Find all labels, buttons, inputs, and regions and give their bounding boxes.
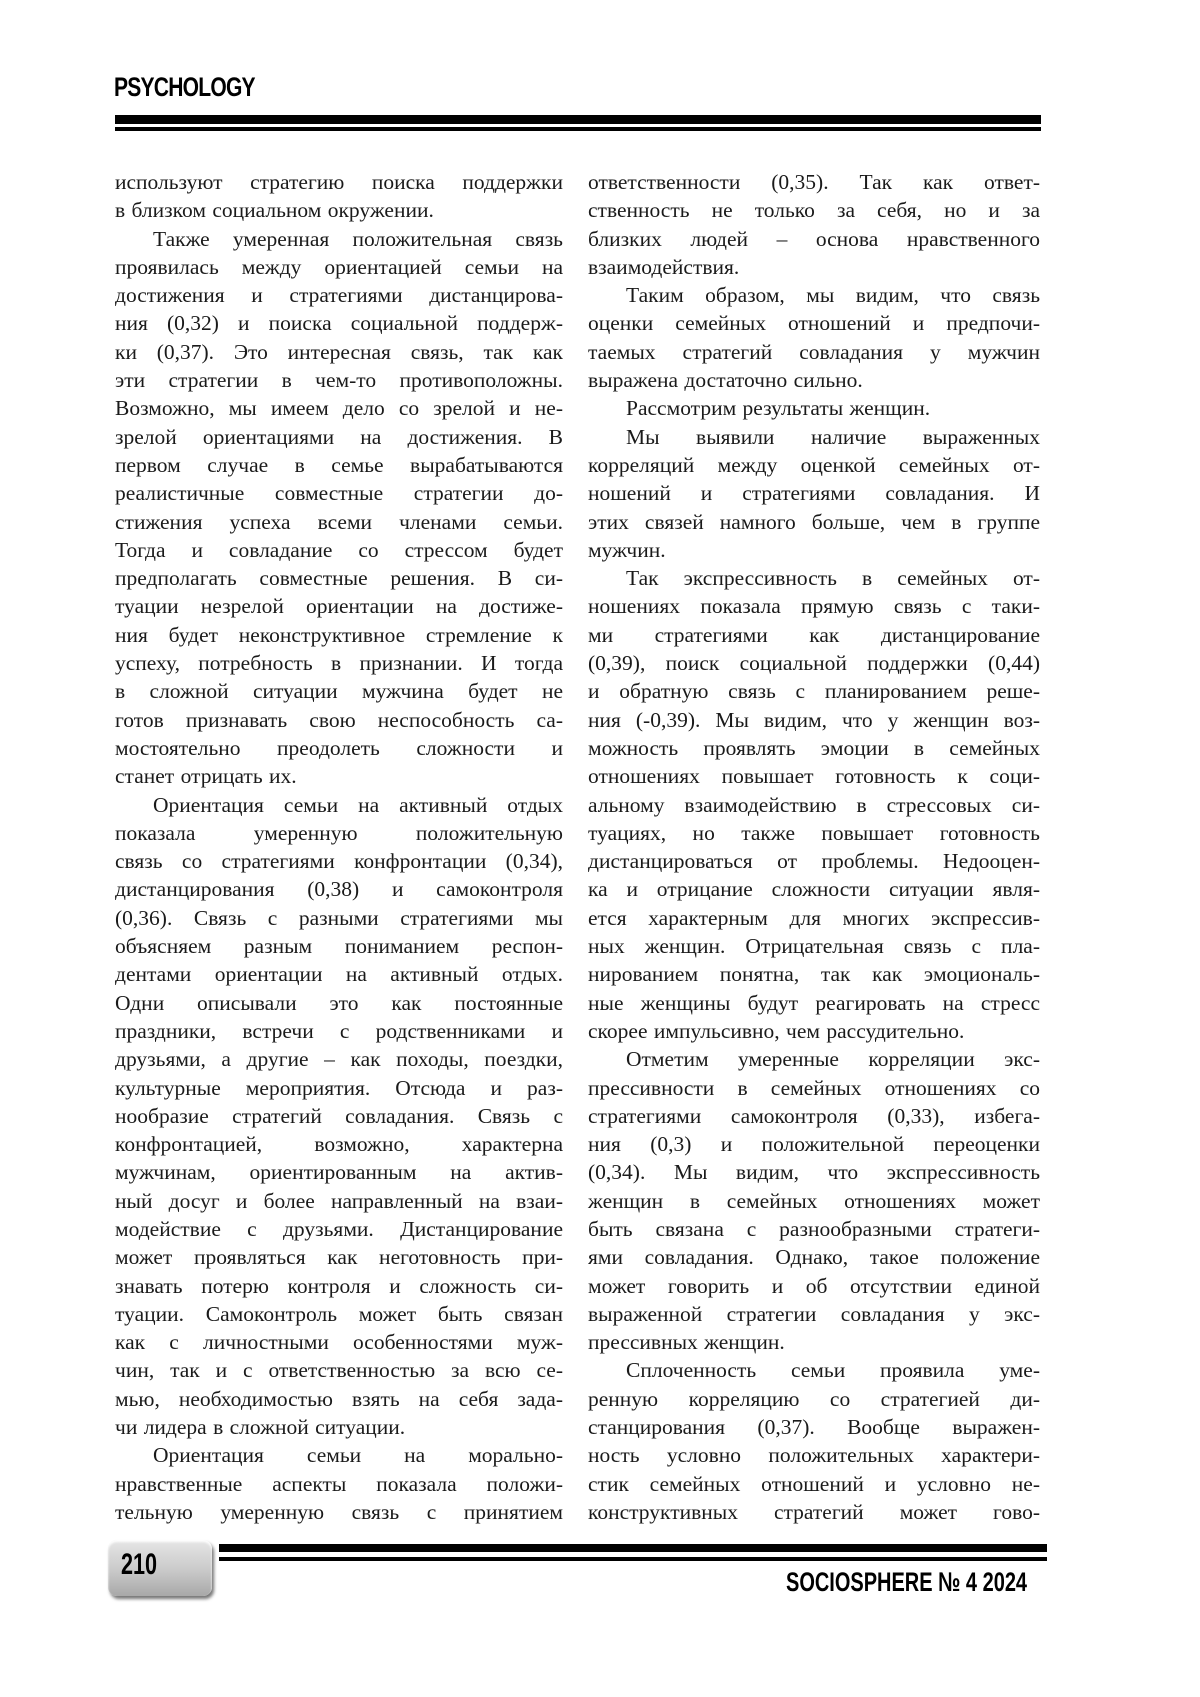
- text-line: отношениях повышает готовность к соци-: [588, 762, 1040, 790]
- paragraph: [588, 281, 1040, 394]
- text-line: ношениях показала прямую связь с таки-: [588, 592, 1040, 620]
- text-line: корреляций между оценкой семейных от-: [588, 451, 1040, 479]
- text-line: быть связана с разнообразными стратеги-: [588, 1215, 1040, 1243]
- text-line: дистанцирования (0,38) и самоконтроля: [115, 875, 563, 903]
- text-line: мужчинам, ориентированным на актив-: [115, 1158, 563, 1186]
- text-line: дистанцироваться от проблемы. Недооцен-: [588, 847, 1040, 875]
- text-line: реалистичные совместные стратегии до-: [115, 479, 563, 507]
- text-line: ми стратегиями как дистанцирование: [588, 621, 1040, 649]
- text-line: прессивности в семейных отношениях со: [588, 1074, 1040, 1102]
- paragraph: [588, 1356, 1040, 1526]
- text-line: мостоятельно преодолеть сложности и: [115, 734, 563, 762]
- text-line: прессивных женщин.: [588, 1328, 1040, 1356]
- footer-rule-thin: [219, 1557, 1047, 1561]
- paragraph: [588, 564, 1040, 1045]
- text-line: стижения успеха всеми членами семьи.: [115, 508, 563, 536]
- paragraph: [588, 168, 1040, 281]
- text-line: близких людей – основа нравственного: [588, 225, 1040, 253]
- text-line: праздники, встречи с родственниками и: [115, 1017, 563, 1045]
- text-line: скорее импульсивно, чем рассудительно.: [588, 1017, 1040, 1045]
- paragraph: [588, 423, 1040, 564]
- text-line: станцирования (0,37). Вообще выражен-: [588, 1413, 1040, 1441]
- text-line: может проявляться как неготовность при-: [115, 1243, 563, 1271]
- text-line: Так экспрессивность в семейных от-: [588, 564, 1040, 592]
- text-line: культурные мероприятия. Отсюда и раз-: [115, 1074, 563, 1102]
- text-line: таемых стратегий совладания у мужчин: [588, 338, 1040, 366]
- text-line: ния будет неконструктивное стремление к: [115, 621, 563, 649]
- text-line: ный досуг и более направленный на взаи-: [115, 1187, 563, 1215]
- text-line: ется характерным для многих экспрессив-: [588, 904, 1040, 932]
- text-line: выраженной стратегии совладания у экс-: [588, 1300, 1040, 1328]
- paragraph: [115, 168, 563, 225]
- text-line: Возможно, мы имеем дело со зрелой и не-: [115, 394, 563, 422]
- text-line: нравственные аспекты показала положи-: [115, 1470, 563, 1498]
- journal-issue: SOCIOSPHERE № 4 2024: [786, 1567, 1027, 1598]
- text-line: тельную умеренную связь с принятием: [115, 1498, 563, 1526]
- text-line: нообразие стратегий совладания. Связь с: [115, 1102, 563, 1130]
- text-line: туациях, но также повышает готовность: [588, 819, 1040, 847]
- text-line: этих связей намного больше, чем в группе: [588, 508, 1040, 536]
- text-line: связь со стратегиями конфронтации (0,34),: [115, 847, 563, 875]
- text-line: модействие с друзьями. Дистанцирование: [115, 1215, 563, 1243]
- text-line: ка и отрицание сложности ситуации явля-: [588, 875, 1040, 903]
- left-column: [115, 168, 563, 1526]
- text-line: знавать потерю контроля и сложность си-: [115, 1272, 563, 1300]
- text-line: ния (0,32) и поиска социальной поддерж-: [115, 309, 563, 337]
- right-column: [588, 168, 1040, 1526]
- text-line: первом случае в семье вырабатываются: [115, 451, 563, 479]
- text-line: конструктивных стратегий может гово-: [588, 1498, 1040, 1526]
- text-line: в сложной ситуации мужчина будет не: [115, 677, 563, 705]
- text-line: ями совладания. Однако, такое положение: [588, 1243, 1040, 1271]
- footer-rule-thick: [219, 1544, 1047, 1552]
- text-line: ные женщины будут реагировать на стресс: [588, 989, 1040, 1017]
- text-line: альному взаимодействию в стрессовых си-: [588, 791, 1040, 819]
- text-line: достижения и стратегиями дистанцирова-: [115, 281, 563, 309]
- text-line: Одни описывали это как постоянные: [115, 989, 563, 1017]
- text-line: ность условно положительных характери-: [588, 1441, 1040, 1469]
- text-line: дентами ориентации на активный отдых.: [115, 960, 563, 988]
- text-line: взаимодействия.: [588, 253, 1040, 281]
- text-line: Ориентация семьи на морально-: [115, 1441, 563, 1469]
- text-line: нированием понятна, так как эмоциональ-: [588, 960, 1040, 988]
- text-line: (0,34). Мы видим, что экспрессивность: [588, 1158, 1040, 1186]
- text-line: (0,36). Связь с разными стратегиями мы: [115, 904, 563, 932]
- text-line: ных женщин. Отрицательная связь с пла-: [588, 932, 1040, 960]
- text-line: оценки семейных отношений и предпочи-: [588, 309, 1040, 337]
- page-number: 210: [121, 1548, 157, 1582]
- text-line: Сплоченность семьи проявила уме-: [588, 1356, 1040, 1384]
- paragraph: [115, 225, 563, 791]
- text-line: предполагать совместные решения. В си-: [115, 564, 563, 592]
- text-line: Рассмотрим результаты женщин.: [588, 394, 1040, 422]
- text-line: Также умеренная положительная связь: [115, 225, 563, 253]
- text-line: мужчин.: [588, 536, 1040, 564]
- text-line: готов признавать свою неспособность са-: [115, 706, 563, 734]
- text-line: (0,39), поиск социальной поддержки (0,44): [588, 649, 1040, 677]
- text-line: Тогда и совладание со стрессом будет: [115, 536, 563, 564]
- text-line: ния (0,3) и положительной переоценки: [588, 1130, 1040, 1158]
- page-number-box: [108, 1540, 212, 1596]
- text-line: чи лидера в сложной ситуации.: [115, 1413, 563, 1441]
- text-line: мью, необходимостью взять на себя зада-: [115, 1385, 563, 1413]
- text-line: эти стратегии в чем-то противоположны.: [115, 366, 563, 394]
- text-line: и обратную связь с планированием реше-: [588, 677, 1040, 705]
- text-line: Таким образом, мы видим, что связь: [588, 281, 1040, 309]
- text-line: как с личностными особенностями муж-: [115, 1328, 563, 1356]
- text-line: станет отрицать их.: [115, 762, 563, 790]
- text-line: объясняем разным пониманием респон-: [115, 932, 563, 960]
- text-line: ния (-0,39). Мы видим, что у женщин воз-: [588, 706, 1040, 734]
- text-line: конфронтацией, возможно, характерна: [115, 1130, 563, 1158]
- text-line: в близком социальном окружении.: [115, 196, 563, 224]
- text-line: ренную корреляцию со стратегией ди-: [588, 1385, 1040, 1413]
- text-line: можность проявлять эмоции в семейных: [588, 734, 1040, 762]
- text-line: используют стратегию поиска поддержки: [115, 168, 563, 196]
- text-line: Отметим умеренные корреляции экс-: [588, 1045, 1040, 1073]
- text-line: женщин в семейных отношениях может: [588, 1187, 1040, 1215]
- text-line: стратегиями самоконтроля (0,33), избега-: [588, 1102, 1040, 1130]
- paragraph: [115, 1441, 563, 1526]
- text-line: может говорить и об отсутствии единой: [588, 1272, 1040, 1300]
- text-line: туации незрелой ориентации на достиже-: [115, 592, 563, 620]
- text-line: стик семейных отношений и условно не-: [588, 1470, 1040, 1498]
- text-line: чин, так и с ответственностью за всю се-: [115, 1356, 563, 1384]
- text-line: ственность не только за себя, но и за: [588, 196, 1040, 224]
- text-line: проявилась между ориентацией семьи на: [115, 253, 563, 281]
- text-line: ответственности (0,35). Так как ответ-: [588, 168, 1040, 196]
- section-title: PSYCHOLOGY: [114, 72, 255, 103]
- text-line: туации. Самоконтроль может быть связан: [115, 1300, 563, 1328]
- text-line: ношений и стратегиями совладания. И: [588, 479, 1040, 507]
- paragraph: [115, 791, 563, 1442]
- text-line: показала умеренную положительную: [115, 819, 563, 847]
- text-line: выражена достаточно сильно.: [588, 366, 1040, 394]
- paragraph: [588, 1045, 1040, 1356]
- text-line: друзьями, а другие – как походы, поездки,: [115, 1045, 563, 1073]
- text-line: успеху, потребность в признании. И тогда: [115, 649, 563, 677]
- text-line: Ориентация семьи на активный отдых: [115, 791, 563, 819]
- header-rule-thick: [115, 115, 1041, 124]
- paragraph: [588, 394, 1040, 422]
- text-line: зрелой ориентациями на достижения. В: [115, 423, 563, 451]
- text-line: Мы выявили наличие выраженных: [588, 423, 1040, 451]
- text-line: ки (0,37). Это интересная связь, так как: [115, 338, 563, 366]
- header-rule-thin: [115, 127, 1041, 131]
